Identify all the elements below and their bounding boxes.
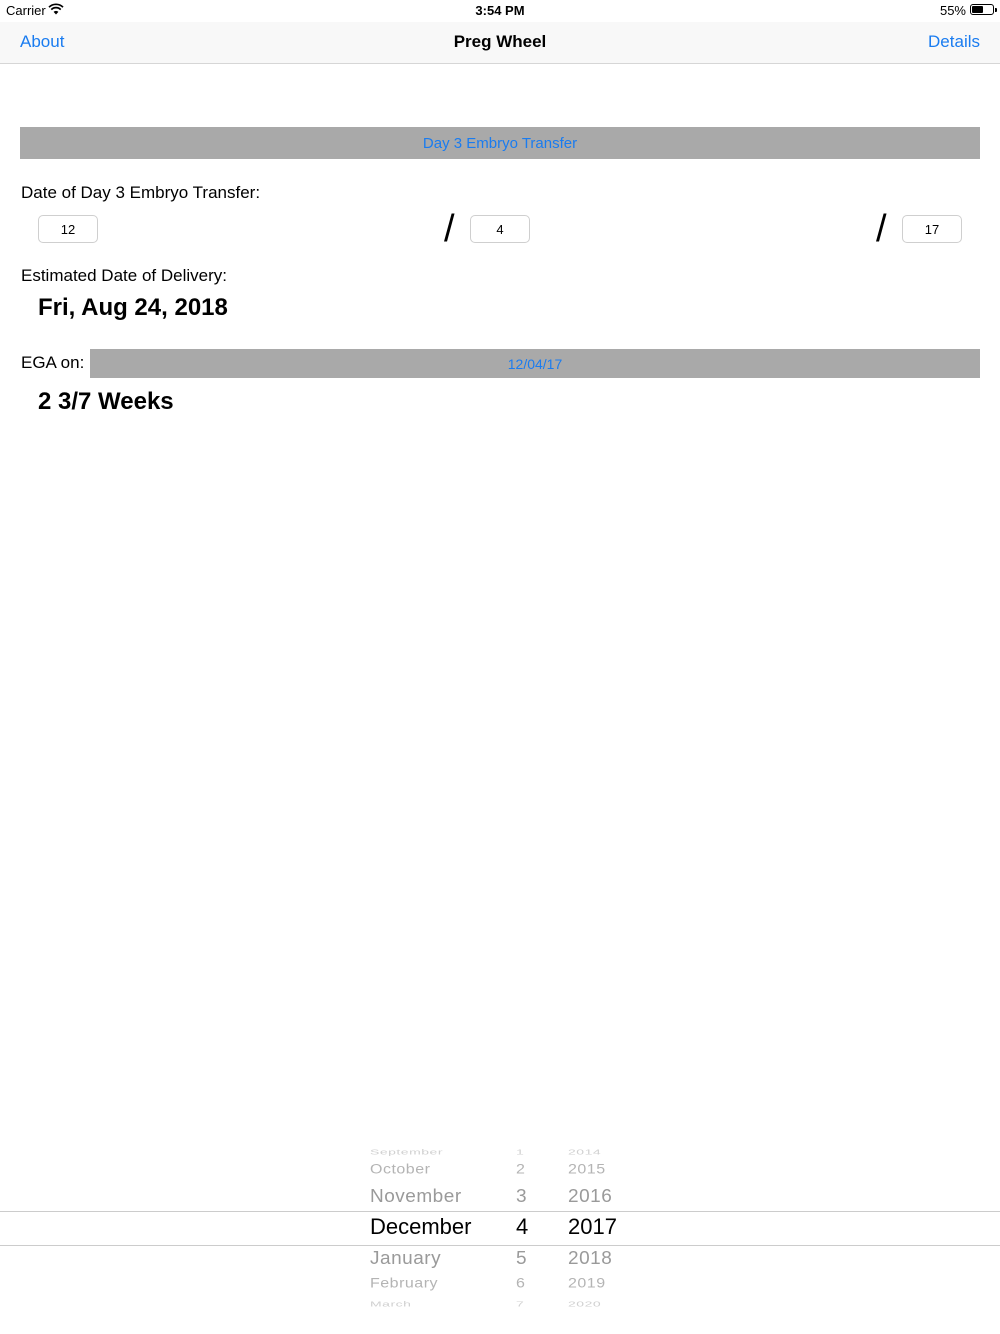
picker-month-option[interactable]: January — [370, 1248, 442, 1269]
transfer-date-label: Date of Day 3 Embryo Transfer: — [21, 183, 261, 202]
year-field[interactable]: 17 — [902, 215, 962, 243]
edd-label: Estimated Date of Delivery: — [21, 266, 227, 285]
page-title: Preg Wheel — [453, 32, 547, 51]
ega-label: EGA on: — [21, 353, 85, 372]
nav-bar — [0, 22, 1000, 64]
battery-fill — [972, 6, 983, 13]
picker-selection-top-line — [0, 1211, 1000, 1212]
picker-month-option[interactable]: December — [370, 1214, 472, 1239]
picker-day-option[interactable]: 4 — [516, 1214, 529, 1239]
picker-day-option[interactable]: 5 — [516, 1248, 528, 1269]
picker-day-option[interactable]: 6 — [516, 1276, 526, 1291]
picker-day-option[interactable]: 7 — [516, 1299, 525, 1309]
battery-icon — [970, 4, 994, 15]
details-button[interactable]: Details — [928, 32, 980, 51]
battery-percent: 55% — [939, 3, 966, 18]
ega-date-button[interactable]: 12/04/17 — [90, 349, 980, 378]
picker-year-option[interactable]: 2016 — [568, 1186, 613, 1207]
picker-selection-bottom-line — [0, 1245, 1000, 1246]
picker-year-option[interactable]: 2014 — [568, 1147, 602, 1157]
status-bar — [0, 0, 1000, 22]
month-field[interactable]: 12 — [38, 215, 98, 243]
picker-month-option[interactable]: September — [370, 1147, 443, 1157]
edd-value: Fri, Aug 24, 2018 — [38, 294, 228, 321]
picker-day-option[interactable]: 3 — [516, 1186, 528, 1207]
picker-month-option[interactable]: October — [370, 1162, 431, 1177]
date-separator: / — [444, 208, 455, 250]
picker-month-option[interactable]: February — [370, 1276, 439, 1291]
day-field[interactable]: 4 — [470, 215, 530, 243]
picker-year-option[interactable]: 2019 — [568, 1276, 606, 1291]
date-picker[interactable] — [0, 1140, 1000, 1320]
picker-month-option[interactable]: March — [370, 1299, 412, 1309]
picker-year-option[interactable]: 2018 — [568, 1248, 613, 1269]
picker-year-option[interactable]: 2017 — [568, 1214, 617, 1239]
picker-year-option[interactable]: 2015 — [568, 1162, 606, 1177]
carrier-label: Carrier — [6, 3, 46, 18]
about-button[interactable]: About — [20, 32, 65, 51]
picker-month-option[interactable]: November — [370, 1186, 462, 1207]
mode-select-button[interactable]: Day 3 Embryo Transfer — [20, 127, 980, 159]
picker-day-option[interactable]: 1 — [516, 1147, 525, 1157]
clock: 3:54 PM — [475, 3, 525, 18]
date-separator: / — [876, 208, 887, 250]
picker-year-option[interactable]: 2020 — [568, 1299, 602, 1309]
battery-tip — [995, 8, 997, 12]
ega-value: 2 3/7 Weeks — [38, 388, 174, 415]
picker-day-option[interactable]: 2 — [516, 1162, 526, 1177]
